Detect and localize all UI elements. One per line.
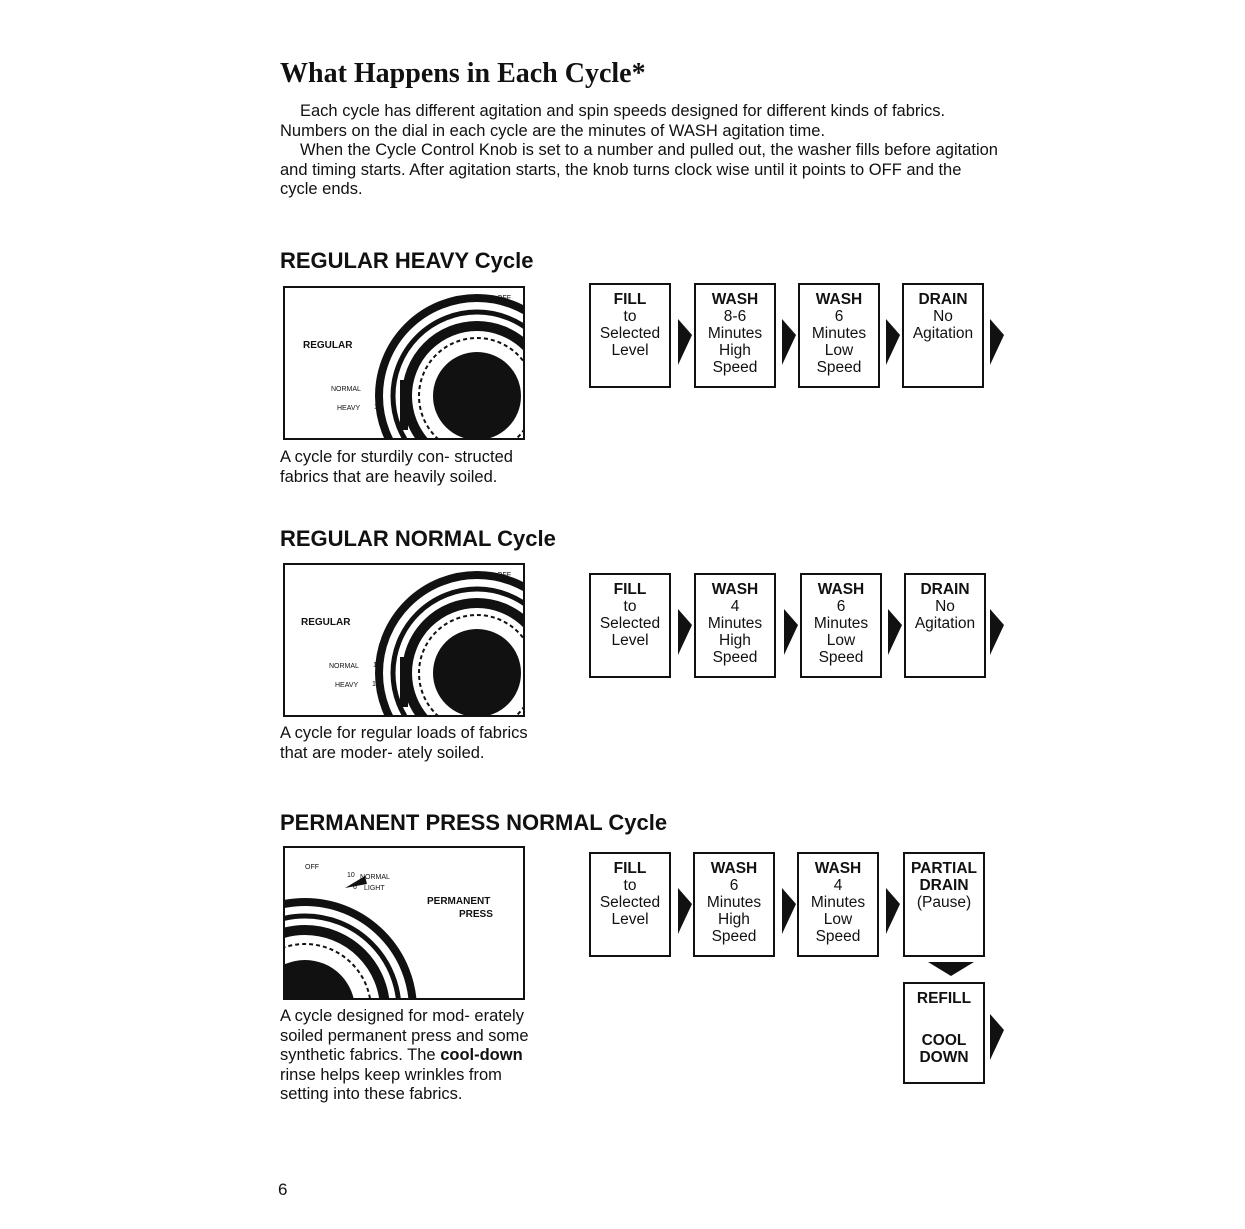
cycle-description-regular-heavy (280, 448, 530, 487)
step-heading: WASH (817, 581, 865, 598)
dial-off-label: OFF (497, 572, 511, 579)
step-line: High (718, 911, 750, 928)
dial-press-label: PRESS (459, 909, 493, 920)
flow-arrow-icon (784, 595, 798, 661)
step-line: Speed (815, 928, 861, 945)
dial-regular-label: REGULAR (301, 617, 351, 628)
step-line: 6 (729, 877, 739, 894)
intro-paragraph-1: Each cycle has different agitation and spin speeds designed for different kinds of fabrics. Numbers on the dial in each cycle are the minutes of WASH agitation time. (280, 102, 946, 140)
step-line: (Pause) (916, 894, 972, 911)
step-line: Minutes (707, 615, 763, 632)
step-line: Minutes (811, 325, 867, 342)
step-fill (589, 283, 671, 388)
step-heading: WASH (711, 291, 759, 308)
step-heading: FILL (613, 581, 647, 598)
step-wash-2 (800, 573, 882, 678)
dial-normal-number: 10 (373, 662, 381, 669)
step-wash-1 (694, 283, 776, 388)
flow-arrow-icon (888, 595, 902, 661)
step-line: to (623, 877, 637, 894)
step-drain (902, 283, 984, 388)
step-line: Agitation (912, 325, 974, 342)
dial-off-label: OFF (305, 864, 319, 871)
step-line: Speed (816, 359, 862, 376)
flow-arrow-icon (678, 595, 692, 661)
step-line: Minutes (813, 615, 869, 632)
step-line: No (933, 308, 953, 325)
description-emphasis: cool-down (440, 1046, 523, 1064)
step-line: Selected (599, 325, 661, 342)
step-line: Low (824, 342, 854, 359)
step-line: No (935, 598, 955, 615)
dial-heavy-number: 14 (374, 404, 382, 411)
step-line: Level (611, 632, 649, 649)
dial-light-label: LIGHT (364, 885, 385, 892)
dial-heavy-label: HEAVY (337, 405, 361, 412)
flow-arrow-icon (782, 874, 796, 940)
step-heading: PARTIAL (910, 860, 977, 877)
step-line: Speed (712, 649, 758, 666)
dial-graphic (285, 288, 523, 438)
dial-normal-number: 10 (375, 385, 383, 392)
dial-normal-number: 10 (347, 872, 355, 879)
step-partial-drain (903, 852, 985, 957)
step-line: 6 (836, 598, 846, 615)
intro-paragraph-2: When the Cycle Control Knob is set to a number and pulled out, the washer fills before agitation and timing starts. After agitation starts, the knob turns clock wise until it points to OFF and the cycle ends. (280, 141, 998, 198)
step-line: Low (823, 911, 853, 928)
cool-label: COOL (921, 1032, 967, 1049)
dial-illustration-regular-normal (283, 563, 525, 717)
step-heading: WASH (711, 581, 759, 598)
step-line: Minutes (810, 894, 866, 911)
description-part: rinse helps keep wrinkles from setting into these fabrics. (280, 1065, 502, 1103)
flow-arrow-icon (990, 305, 1004, 371)
flow-arrow-icon (886, 874, 900, 940)
dial-graphic (285, 848, 523, 998)
dial-permanent-label: PERMANENT (427, 896, 491, 907)
step-line: Speed (712, 359, 758, 376)
step-line: Selected (599, 615, 661, 632)
step-heading: DRAIN (918, 291, 968, 308)
step-line: Speed (818, 649, 864, 666)
cycle-title-permanent-press-normal: PERMANENT PRESS NORMAL Cycle (280, 810, 668, 835)
down-label: DOWN (919, 1049, 969, 1066)
step-line: 4 (730, 598, 740, 615)
dial-light-number: 6 (353, 884, 357, 891)
step-line: 4 (833, 877, 843, 894)
refill-heading: REFILL (916, 990, 972, 1007)
step-line: to (623, 308, 637, 325)
dial-regular-label: REGULAR (303, 340, 353, 351)
dial-illustration-permanent-press (283, 846, 525, 1000)
step-fill (589, 852, 671, 957)
dial-illustration-regular-heavy (283, 286, 525, 440)
page-number: 6 (278, 1180, 288, 1199)
cycle-title-regular-heavy: REGULAR HEAVY Cycle (280, 248, 534, 273)
description-text: A cycle for regular loads of fabrics that are moder- ately soiled. (280, 724, 528, 762)
step-fill (589, 573, 671, 678)
step-heading: WASH (815, 291, 863, 308)
step-wash-2 (798, 283, 880, 388)
step-line: Level (611, 342, 649, 359)
step-heading: FILL (613, 860, 647, 877)
step-line: Low (826, 632, 856, 649)
page-title: What Happens in Each Cycle* (280, 58, 646, 89)
step-line: Agitation (914, 615, 976, 632)
step-drain (904, 573, 986, 678)
step-wash-1 (693, 852, 775, 957)
dial-normal-label: NORMAL (360, 874, 390, 881)
flow-arrow-icon (886, 305, 900, 371)
step-heading: DRAIN (920, 581, 970, 598)
dial-heavy-label: HEAVY (335, 682, 359, 689)
step-heading: WASH (814, 860, 862, 877)
description-text: A cycle for sturdily con- structed fabrics that are heavily soiled. (280, 448, 513, 486)
step-line: Minutes (707, 325, 763, 342)
description-part: A cycle designed for mod- erately soiled permanent press and some synthetic fabrics. The (280, 1007, 529, 1064)
flow-arrow-icon (678, 874, 692, 940)
flow-arrow-icon (990, 595, 1004, 661)
step-heading: FILL (613, 291, 647, 308)
step-heading-2: DRAIN (919, 877, 969, 894)
cycle-title-regular-normal: REGULAR NORMAL Cycle (280, 526, 556, 551)
dial-off-label: OFF (497, 295, 511, 302)
dial-normal-label: NORMAL (329, 663, 359, 670)
flow-arrow-icon (990, 1000, 1004, 1066)
intro-text (280, 102, 1000, 200)
step-line: 6 (834, 308, 844, 325)
dial-graphic (285, 565, 523, 715)
down-arrow-icon (928, 962, 974, 976)
flow-arrow-icon (782, 305, 796, 371)
step-line: to (623, 598, 637, 615)
dial-normal-label: NORMAL (331, 386, 361, 393)
cycle-description-regular-normal (280, 724, 530, 763)
step-wash-1 (694, 573, 776, 678)
step-line: High (719, 632, 751, 649)
step-line: Speed (711, 928, 757, 945)
cycle-description-permanent-press (280, 1007, 535, 1105)
flow-arrow-icon (678, 305, 692, 371)
dial-heavy-number: 14 (372, 681, 380, 688)
step-wash-2 (797, 852, 879, 957)
step-line: High (719, 342, 751, 359)
step-heading: WASH (710, 860, 758, 877)
step-line: Minutes (706, 894, 762, 911)
step-refill-cool-down (903, 982, 985, 1084)
step-line: Level (611, 911, 649, 928)
step-line: 8-6 (723, 308, 747, 325)
description-text (280, 1007, 535, 1105)
step-line: Selected (599, 894, 661, 911)
